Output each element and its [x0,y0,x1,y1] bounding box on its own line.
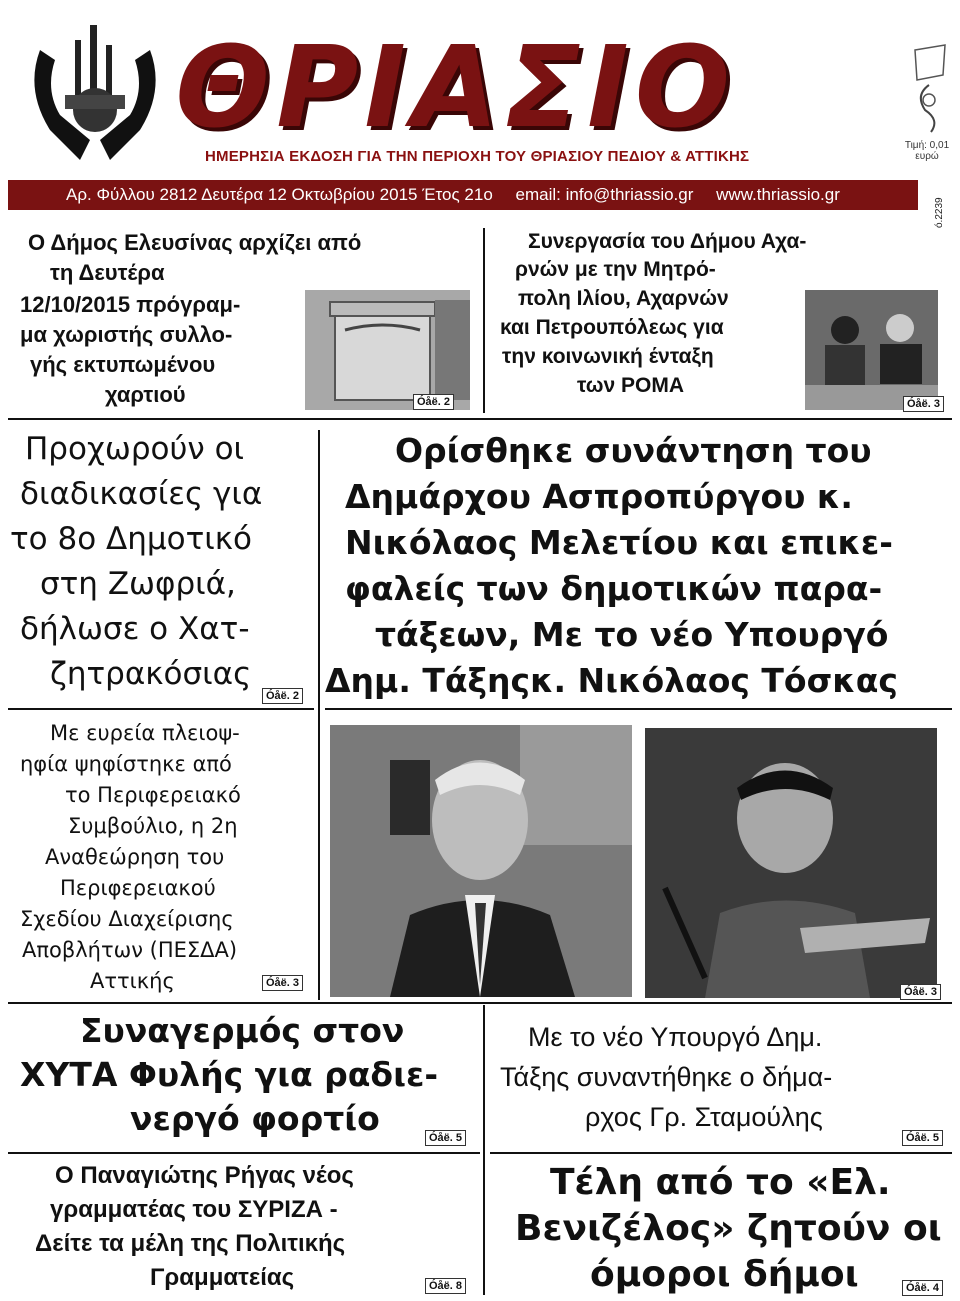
headline-line: ρχος Γρ. Σταμούλης [585,1102,823,1132]
issue-info: Αρ. Φύλλου 2812 Δευτέρα 12 Οκτωβρίου 2015 Έτος 21ο [66,185,493,204]
headline-line: ηφία ψηφίστηκε από [20,752,232,776]
headline-line: Συμβούλιο, η 2η [68,814,238,838]
horizontal-rule [8,1002,952,1004]
headline-line: δήλωσε ο Χατ- [20,611,250,647]
page-ref[interactable]: Óåë. 2 [413,394,454,410]
headline-line: Δείτε τα μέλη της Πολιτικής [35,1230,346,1257]
headline-line: Τέλη από το «Ελ. [550,1162,891,1203]
stamp-icon [905,40,953,135]
headline-line: Δημ. Τάξηςκ. Νικόλαος Τόσκας [325,661,898,700]
price-label: Τιμή: 0,01 ευρώ [904,140,950,162]
headline-line: Αναθεώρηση του [45,845,225,869]
headline-line: Σχεδίου Διαχείρισης [20,907,234,931]
headline-line: Γραμματείας [150,1264,295,1291]
headline-line: Περιφερειακού [60,876,216,900]
headline-line: Βενιζέλος» ζητούν οι [515,1208,942,1249]
headline-line: διαδικασίες για [20,476,263,512]
website-link[interactable]: www.thriassio.gr [716,185,840,204]
headline-line: Νικόλαος Μελετίου και επικε- [345,523,893,562]
page-ref[interactable]: Óåë. 2 [262,688,303,704]
headline-line: Αποβλήτων (ΠΕΣΔΑ) [22,938,238,962]
headline-line: μα χωριστής συλλο- [20,322,233,347]
page-ref[interactable]: Óåë. 3 [900,984,941,1000]
headline-line: των ΡΟΜΑ [577,374,685,397]
page-ref[interactable]: Óåë. 8 [425,1278,466,1294]
vertical-code: ó.2239 [934,197,945,228]
headline-line: Συνεργασία του Δήμου Αχα- [528,230,807,253]
headline-line: νεργό φορτίο [130,1099,380,1138]
headline-line: τη Δευτέρα [50,260,165,285]
headline-line: ρνών με την Μητρό- [515,258,716,281]
photo-toskas [330,725,632,997]
headline-line: όμοροι δήμοι [590,1254,859,1295]
headline-line: 12/10/2015 πρόγραμ- [20,292,241,317]
headline-line: το 8ο Δημοτικό [10,521,252,557]
horizontal-rule [8,418,952,420]
headline-line: τάξεων, Με το νέο Υπουργό [375,615,889,654]
horizontal-rule [490,1152,952,1154]
masthead-subtitle: ΗΜΕΡΗΣΙΑ ΕΚΔΟΣΗ ΓΙΑ ΤΗΝ ΠΕΡΙΟΧΗ ΤΟΥ ΘΡΙΑΣΙΟΥ ΠΕΔΙΟΥ & ΑΤΤΙΚΗΣ [205,148,750,165]
headline-line: Ο Δήμος Ελευσίνας αρχίζει από [28,230,362,255]
horizontal-rule [8,1152,480,1154]
headline-line: φαλείς των δημοτικών παρα- [345,569,883,608]
headline-line: Αττικής [90,969,175,993]
photo-meletiou [645,728,937,998]
masthead-logo [20,10,170,175]
page-ref[interactable]: Óåë. 5 [902,1130,943,1146]
headline-line: Ορίσθηκε συνάντηση του [395,431,872,470]
headline-line: στη Ζωφριά, [40,566,236,602]
headline-line: Με ευρεία πλειοψ- [50,721,240,745]
headline-line: Ο Παναγιώτης Ρήγας νέος [55,1162,354,1189]
horizontal-rule [325,708,952,710]
column-divider [483,228,485,413]
headline-line: την κοινωνική ένταξη [502,345,714,368]
column-divider [483,1005,485,1295]
headline-line: γής εκτυπωμένου [30,352,216,377]
page-ref[interactable]: Óåë. 4 [902,1280,943,1296]
headline-line: Με το νέο Υπουργό Δημ. [528,1022,823,1052]
page-ref[interactable]: Óåë. 5 [425,1130,466,1146]
horizontal-rule [8,708,314,710]
headline-line: ΧΥΤΑ Φυλής για ραδιε- [20,1055,439,1094]
page-ref[interactable]: Óåë. 3 [903,396,944,412]
column-divider [318,430,320,1000]
masthead-title: ΘΡΙΑΣΙΟ [175,23,737,153]
headline-line: το Περιφερειακό [65,783,241,807]
headline-line: πολη Ιλίου, Αχαρνών [518,287,729,310]
masthead-info-bar [8,180,918,210]
headline-line: Συναγερμός στον [80,1011,405,1050]
headline-line: Τάξης συναντήθηκε ο δήμα- [500,1062,833,1092]
headline-line: και Πετρουπόλεως για [500,316,724,339]
photo-roma-meeting [805,290,938,410]
page-ref[interactable]: Óåë. 3 [262,975,303,991]
headline-line: ζητρακόσιας [50,656,252,692]
email-link[interactable]: email: info@thriassio.gr [515,185,694,204]
headline-line: γραμματέας του ΣΥΡΙΖΑ - [50,1196,338,1223]
photo-recycling-bin [305,290,470,410]
headline-line: Δημάρχου Ασπροπύργου κ. [345,477,853,516]
headline-line: Προχωρούν οι [25,431,245,467]
headline-line: χαρτιού [105,382,186,407]
